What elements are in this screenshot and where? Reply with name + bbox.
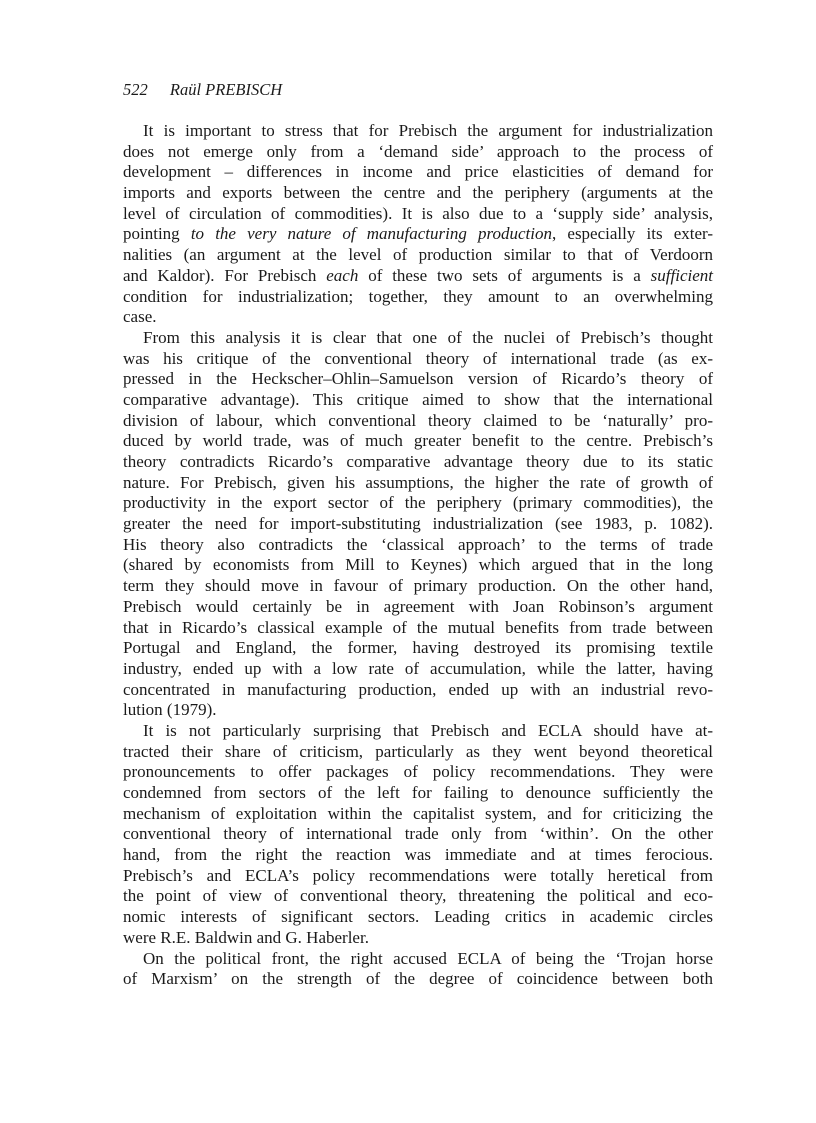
paragraph bbox=[123, 121, 713, 328]
running-header bbox=[123, 80, 282, 100]
text-line bbox=[123, 121, 713, 142]
text-line bbox=[123, 535, 713, 556]
text-run: pressed in the Heckscher–Ohlin–Samuelson version of Ricardo’s theory of bbox=[123, 369, 713, 389]
text-run: On the political front, the right accused ECLA of being the ‘Trojan horse bbox=[143, 948, 713, 968]
page-number: 522 bbox=[123, 80, 148, 99]
text-line bbox=[123, 245, 713, 266]
text-run: and Kaldor). For Prebisch bbox=[123, 265, 327, 285]
text-line bbox=[123, 328, 713, 349]
text-run: case. bbox=[123, 307, 157, 327]
text-run: From this analysis it is clear that one of the nuclei of Prebisch’s thought bbox=[143, 327, 713, 347]
text-run: that in Ricardo’s classical example of the mutual benefits from trade between bbox=[123, 617, 713, 637]
text-run: condemned from sectors of the left for failing to denounce sufficiently the bbox=[123, 783, 713, 802]
text-line bbox=[123, 349, 713, 370]
text-line bbox=[123, 555, 713, 576]
text-line bbox=[123, 204, 713, 225]
text-run: the point of view of conventional theory, threatening the political and eco- bbox=[123, 886, 713, 906]
text-run: nature. For Prebisch, given his assumptions, the higher the rate of growth of bbox=[123, 472, 713, 492]
text-run: were R.E. Baldwin and G. Haberler. bbox=[123, 927, 369, 947]
text-line bbox=[123, 824, 713, 845]
italic-text: each bbox=[326, 265, 359, 285]
text-run: greater the need for import-substituting industrialization (see 1983, p. 1082). bbox=[123, 514, 713, 534]
body-text bbox=[123, 121, 713, 990]
text-run: industry, ended up with a low rate of accumulation, while the latter, having bbox=[123, 658, 713, 678]
text-line bbox=[123, 804, 713, 825]
text-run: concentrated in manufacturing production, ended up with an industrial revo- bbox=[123, 679, 713, 699]
text-line bbox=[123, 411, 713, 432]
text-line bbox=[123, 742, 713, 763]
text-line bbox=[123, 431, 713, 452]
text-line bbox=[123, 762, 713, 783]
text-run: It is not particularly surprising that Prebisch and ECLA should have at- bbox=[143, 720, 713, 740]
text-line bbox=[123, 576, 713, 597]
text-line bbox=[123, 907, 713, 928]
text-run: does not emerge only from a ‘demand side’ approach to the process of bbox=[123, 141, 713, 161]
text-line bbox=[123, 307, 713, 328]
text-run: Portugal and England, the former, having destroyed its promising textile bbox=[123, 638, 713, 658]
text-run: theory contradicts Ricardo’s comparative advantage theory due to its static bbox=[123, 452, 713, 471]
text-line bbox=[123, 266, 713, 287]
text-run: Prebisch’s and ECLA’s policy recommendations were totally heretical from bbox=[123, 865, 713, 885]
text-run: nomic interests of significant sectors. Leading critics in academic circles bbox=[123, 907, 713, 927]
text-run: Prebisch would certainly be in agreement with Joan Robinson’s argument bbox=[123, 596, 713, 616]
text-run: nalities (an argument at the level of production similar to that of Verdoorn bbox=[123, 245, 713, 265]
text-run: , especially its exter- bbox=[552, 224, 714, 244]
text-run: was his critique of the conventional theory of international trade (as ex- bbox=[123, 348, 713, 368]
italic-text: sufficient bbox=[650, 265, 713, 285]
text-line bbox=[123, 162, 713, 183]
text-line bbox=[123, 680, 713, 701]
text-line bbox=[123, 369, 713, 390]
text-line bbox=[123, 721, 713, 742]
paragraph bbox=[123, 949, 713, 990]
text-line bbox=[123, 142, 713, 163]
text-run: mechanism of exploitation within the capitalist system, and for criticizing the bbox=[123, 803, 713, 823]
text-line bbox=[123, 390, 713, 411]
text-run: duced by world trade, was of much greater benefit to the centre. Prebisch’s bbox=[123, 431, 713, 451]
text-run: level of circulation of commodities). It is also due to a ‘supply side’ analysis, bbox=[123, 203, 713, 223]
text-run: condition for industrialization; together, they amount to an overwhelming bbox=[123, 286, 713, 306]
text-line bbox=[123, 886, 713, 907]
text-run: productivity in the export sector of the periphery (primary commodities), the bbox=[123, 493, 713, 513]
text-line bbox=[123, 287, 713, 308]
text-line bbox=[123, 493, 713, 514]
text-run: development – differences in income and price elasticities of demand for bbox=[123, 162, 713, 182]
text-run: conventional theory of international trade only from ‘within’. On the other bbox=[123, 824, 713, 844]
text-run: division of labour, which conventional theory claimed to be ‘naturally’ pro- bbox=[123, 410, 713, 430]
text-line bbox=[123, 514, 713, 535]
text-line bbox=[123, 224, 713, 245]
text-run: comparative advantage). This critique aimed to show that the international bbox=[123, 389, 713, 409]
text-line bbox=[123, 866, 713, 887]
text-line bbox=[123, 659, 713, 680]
text-line bbox=[123, 949, 713, 970]
text-line bbox=[123, 845, 713, 866]
text-line bbox=[123, 597, 713, 618]
text-line bbox=[123, 618, 713, 639]
text-run: (shared by economists from Mill to Keynes) which argued that in the long bbox=[123, 555, 713, 575]
text-line bbox=[123, 183, 713, 204]
text-run: pronouncements to offer packages of policy recommendations. They were bbox=[123, 762, 713, 782]
text-line bbox=[123, 473, 713, 494]
text-line bbox=[123, 452, 713, 473]
paragraph bbox=[123, 328, 713, 721]
text-run: His theory also contradicts the ‘classical approach’ to the terms of trade bbox=[123, 534, 713, 554]
text-line bbox=[123, 969, 713, 990]
paragraph bbox=[123, 721, 713, 949]
text-run: imports and exports between the centre and the periphery (arguments at the bbox=[123, 183, 713, 203]
text-run: of Marxism’ on the strength of the degree of coincidence between both bbox=[123, 969, 713, 989]
text-run: tracted their share of criticism, particularly as they went beyond theoretical bbox=[123, 741, 713, 761]
text-run: lution (1979). bbox=[123, 700, 217, 720]
text-run: hand, from the right the reaction was immediate and at times ferocious. bbox=[123, 845, 713, 865]
text-line bbox=[123, 638, 713, 659]
text-line bbox=[123, 928, 713, 949]
text-line bbox=[123, 783, 713, 804]
text-run: It is important to stress that for Prebisch the argument for industrialization bbox=[143, 121, 713, 140]
text-run: term they should move in favour of primary production. On the other hand, bbox=[123, 576, 713, 596]
italic-text: to the very nature of manufacturing production bbox=[190, 224, 552, 244]
text-run: of these two sets of arguments is a bbox=[358, 265, 651, 285]
text-run: pointing bbox=[123, 224, 191, 244]
running-title: Raül PREBISCH bbox=[169, 80, 283, 99]
text-line bbox=[123, 700, 713, 721]
